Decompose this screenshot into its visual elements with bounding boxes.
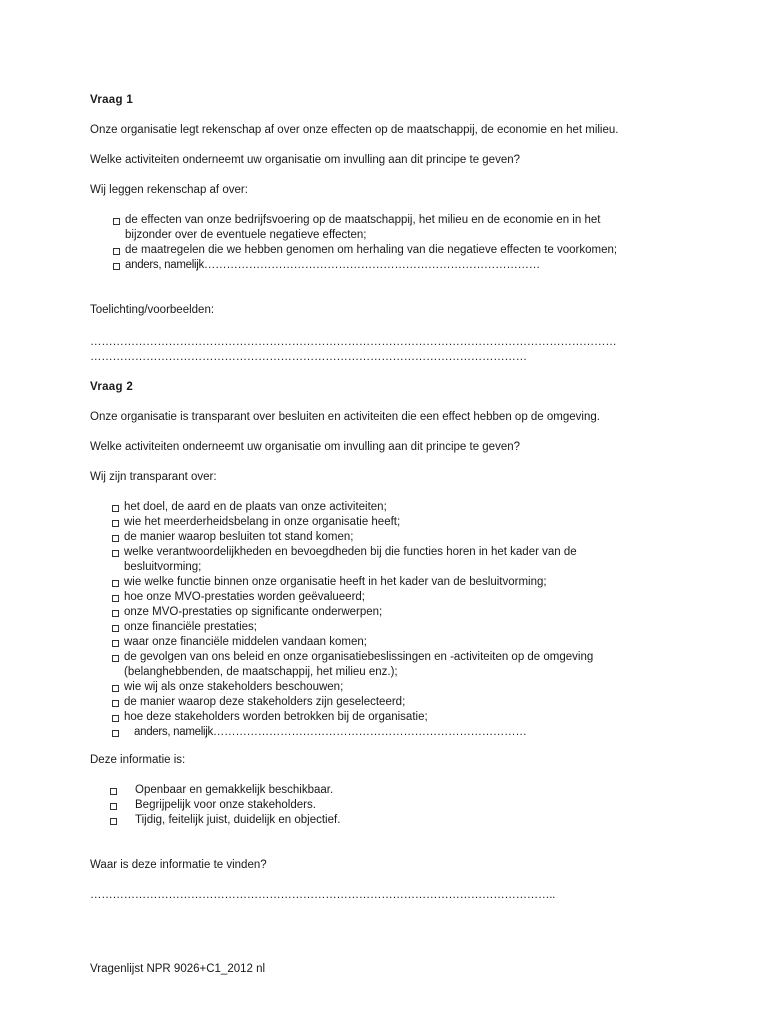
question-2-statement: Onze organisatie is transparant over besluiten en activiteiten die een effect hebben op de omgeving.	[90, 411, 600, 423]
info-label: Deze informatie is:	[90, 754, 186, 766]
option-label: Tijdig, feitelijk juist, duidelijk en objectief.	[135, 814, 341, 826]
question-2-prompt: Welke activiteiten onderneemt uw organisatie om invulling aan dit principe te geven?	[90, 441, 521, 453]
option-label: Begrijpelijk voor onze stakeholders.	[135, 799, 316, 811]
answer-dotline: ……………………………………………………………………………………………………………..	[90, 889, 555, 901]
checkbox[interactable]	[112, 595, 119, 602]
question-1-prompt: Welke activiteiten onderneemt uw organisatie om invulling aan dit principe te geven?	[90, 154, 521, 166]
checkbox[interactable]	[112, 505, 119, 512]
checkbox[interactable]	[110, 803, 117, 810]
page-footer: Vragenlijst NPR 9026+C1_2012 nl	[90, 963, 266, 975]
answer-dotline: ……………………………………………………………………………………………………………………………	[90, 336, 617, 348]
question-1-intro: Wij leggen rekenschap af over:	[90, 184, 248, 196]
question-1-statement: Onze organisatie legt rekenschap af over onze effecten op de maatschappij, de economie en het milieu.	[90, 124, 619, 136]
checkbox[interactable]	[112, 640, 119, 647]
option-label: onze financiële prestaties;	[124, 621, 257, 633]
question-2-intro: Wij zijn transparant over:	[90, 471, 217, 483]
checkbox[interactable]	[112, 520, 119, 527]
checkbox[interactable]	[112, 535, 119, 542]
option-label: welke verantwoordelijkheden en bevoegdheden bij die functies horen in het kader van de	[124, 546, 577, 558]
checkbox[interactable]	[112, 700, 119, 707]
option-label: de maatregelen die we hebben genomen om herhaling van die negatieve effecten te voorkomen;	[125, 244, 618, 256]
option-label: de manier waarop besluiten tot stand komen;	[124, 531, 354, 543]
question-2-heading: Vraag 2	[90, 381, 134, 393]
option-label-continued: besluitvorming;	[124, 561, 202, 573]
option-label-continued: (belanghebbenden, de maatschappij, het milieu enz.);	[124, 666, 398, 678]
question-1-heading: Vraag 1	[90, 94, 134, 106]
option-label: hoe onze MVO-prestaties worden geëvalueerd;	[124, 591, 366, 603]
option-label: het doel, de aard en de plaats van onze activiteiten;	[124, 501, 387, 513]
checkbox[interactable]	[112, 685, 119, 692]
explanation-label: Toelichting/voorbeelden:	[90, 304, 215, 316]
option-label: de gevolgen van ons beleid en onze organisatiebeslissingen en -activiteiten op de omgeving	[124, 651, 594, 663]
option-label: anders, namelijk…………………………………………………………………………	[134, 726, 527, 738]
checkbox[interactable]	[112, 715, 119, 722]
option-label: anders, namelijk………………………………………………………………………………	[125, 259, 540, 271]
checkbox[interactable]	[113, 218, 120, 225]
checkbox[interactable]	[112, 625, 119, 632]
checkbox[interactable]	[110, 788, 117, 795]
option-label: waar onze financiële middelen vandaan komen;	[124, 636, 367, 648]
checkbox[interactable]	[112, 550, 119, 557]
checkbox[interactable]	[112, 730, 119, 737]
option-label: Openbaar en gemakkelijk beschikbaar.	[135, 784, 334, 796]
option-label: de effecten van onze bedrijfsvoering op de maatschappij, het milieu en de economie en in het	[125, 214, 601, 226]
checkbox[interactable]	[113, 263, 120, 270]
option-label: wie wij als onze stakeholders beschouwen;	[124, 681, 344, 693]
checkbox[interactable]	[112, 655, 119, 662]
option-label: onze MVO-prestaties op significante onderwerpen;	[124, 606, 383, 618]
answer-dotline: ………………………………………………………………………………………………………	[90, 351, 527, 363]
where-label: Waar is deze informatie te vinden?	[90, 859, 267, 871]
checkbox[interactable]	[113, 248, 120, 255]
checkbox[interactable]	[112, 610, 119, 617]
option-label: de manier waarop deze stakeholders zijn geselecteerd;	[124, 696, 406, 708]
option-label: hoe deze stakeholders worden betrokken bij de organisatie;	[124, 711, 428, 723]
option-label: wie welke functie binnen onze organisatie heeft in het kader van de besluitvorming;	[124, 576, 547, 588]
checkbox[interactable]	[110, 818, 117, 825]
option-label-continued: bijzonder over de eventuele negatieve effecten;	[125, 229, 367, 241]
option-label: wie het meerderheidsbelang in onze organisatie heeft;	[124, 516, 401, 528]
checkbox[interactable]	[112, 580, 119, 587]
